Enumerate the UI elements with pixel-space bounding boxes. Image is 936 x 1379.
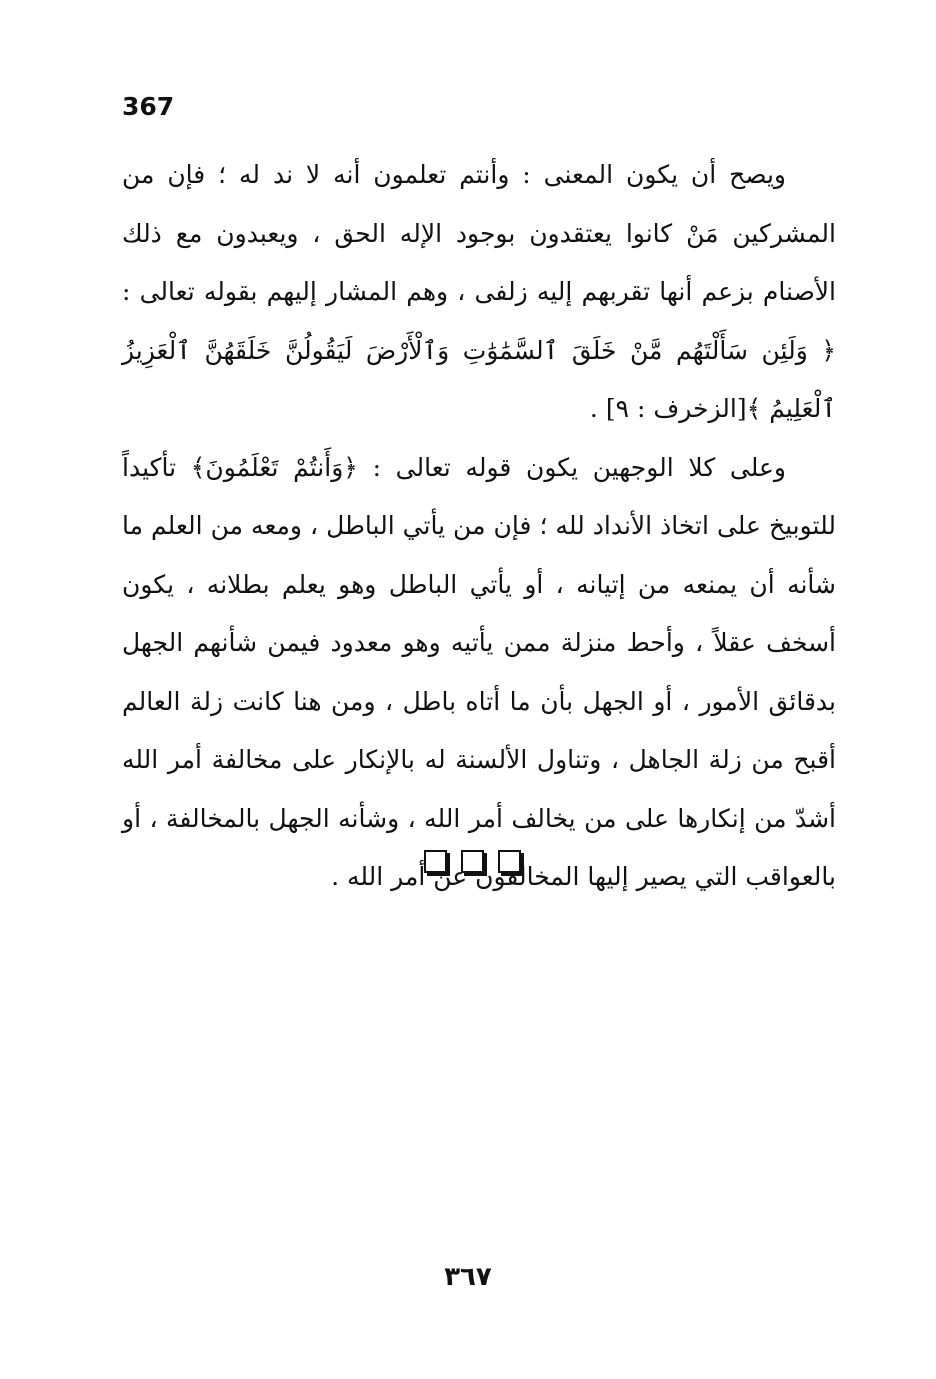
ornament-square-icon [498,850,521,873]
page-number-bottom: ٣٦٧ [444,1262,492,1292]
section-divider-ornament [424,850,521,873]
body-text [122,146,836,907]
ornament-square-icon [461,850,484,873]
page-number-top: 367 [122,92,175,121]
ornament-square-icon [424,850,447,873]
paragraph-1: ويصح أن يكون المعنى : وأنتم تعلمون أنه لا ند له ؛ فإن من المشركين مَنْ كانوا يعتقدون بوجود الإله الحق ، ويعبدون مع ذلك الأصنام بزعم أنها تقربهم إليه زلفى ، وهم المشار إليهم بقوله تعالى : ﴿ وَلَئِن سَأَلْتَهُم مَّنْ خَلَقَ ٱلسَّمَٰوَٰتِ وَٱلْأَرْضَ لَيَقُولُنَّ خَلَقَهُنَّ ٱلْعَزِيزُ ٱلْعَلِيمُ ﴾[الزخرف : ٩] . [122,160,836,423]
paragraph-2: وعلى كلا الوجهين يكون قوله تعالى : ﴿وَأَنتُمْ تَعْلَمُونَ﴾ تأكيداً للتوبيخ على اتخاذ الأنداد لله ؛ فإن من يأتي الباطل ، ومعه من العلم ما شأنه أن يمنعه من إتيانه ، أو يأتي الباطل وهو يعلم بطلانه ، يكون أسخف عقلاً ، وأحط منزلة ممن يأتيه وهو معدود فيمن شأنهم الجهل بدقائق الأمور ، أو الجهل بأن ما أتاه باطل ، ومن هنا كانت زلة العالم أقبح من زلة الجاهل ، وتناول الألسنة له بالإنكار على مخالفة أمر الله أشدّ من إنكارها على من يخالف أمر الله ، وشأنه الجهل بالمخالفة ، أو بالعواقب التي يصير إليها المخالفون عن أمر الله . [122,452,836,891]
